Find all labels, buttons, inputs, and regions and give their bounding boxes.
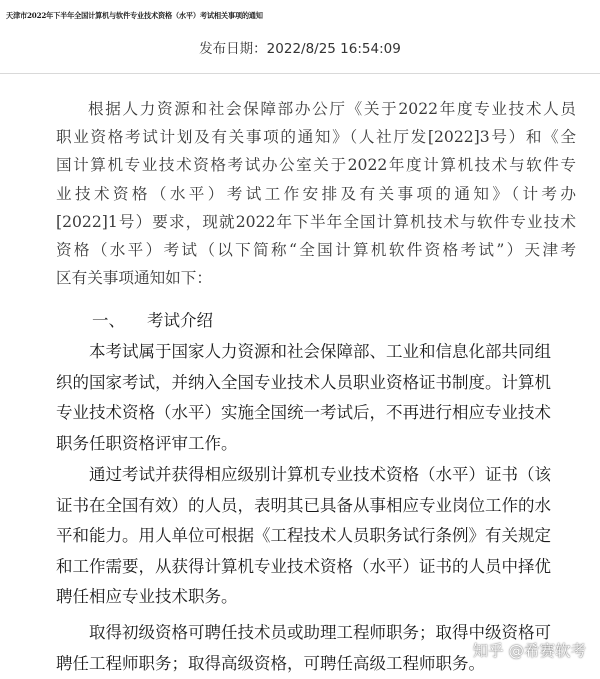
paragraph-line: 通过考试并获得相应级别计算机专业技术资格（水平）证书（该 [56, 460, 562, 491]
intro-line: 区有关事项通知如下： [56, 264, 576, 292]
intro-line: [2022]1号）要求，现就2022年下半年全国计算机技术与软件专业技术 [56, 208, 576, 236]
paragraph-line: 聘任相应专业技术职务。 [56, 582, 562, 613]
paragraph-line: 本考试属于国家人力资源和社会保障部、工业和信息化部共同组 [56, 337, 562, 368]
intro-line: 国计算机专业技术资格考试办公室关于2022年度计算机技术与软件专 [56, 151, 576, 179]
paragraph-line: 织的国家考试，并纳入全国专业技术人员职业资格证书制度。计算机 [56, 368, 562, 399]
publish-date-label: 发布日期： [199, 41, 267, 57]
paragraph-line: 取得初级资格可聘任技术员或助理工程师职务；取得中级资格可 [56, 618, 562, 649]
intro-line: 根据人力资源和社会保障部办公厅《关于2022年度专业技术人员 [56, 95, 576, 123]
paragraph-line: 和工作需要，从获得计算机专业技术资格（水平）证书的人员中择优 [56, 552, 562, 583]
paragraph-line: 职务任职资格评审工作。 [56, 429, 562, 460]
section-number: 一、 [92, 311, 125, 330]
paragraph-line: 平和能力。用人单位可根据《工程技术人员职务试行条例》有关规定 [56, 521, 562, 552]
intro-line: 资格（水平）考试（以下简称“全国计算机软件资格考试”）天津考 [56, 236, 576, 264]
article-title: 天津市2022年下半年全国计算机与软件专业技术资格（水平）考试相关事项的通知 [6, 6, 600, 26]
title-divider [0, 73, 600, 74]
paragraph-exam-nature [56, 337, 562, 459]
section-heading-text: 考试介绍 [147, 311, 213, 330]
paragraph-certificate [56, 460, 562, 613]
intro-line: 职业资格考试计划及有关事项的通知》（人社厅发[2022]3号）和《全 [56, 123, 576, 151]
paragraph-line: 聘任工程师职务；取得高级资格，可聘任高级工程师职务。 [56, 649, 562, 679]
intro-paragraph [56, 95, 576, 292]
paragraph-line: 专业技术资格（水平）实施全国统一考试后，不再进行相应专业技术 [56, 398, 562, 429]
paragraph-line: 证书在全国有效）的人员，表明其已具备从事相应专业岗位工作的水 [56, 491, 562, 522]
intro-line: 业技术资格（水平）考试工作安排及有关事项的通知》（计考办 [56, 180, 576, 208]
section-heading-exam-intro [92, 309, 213, 333]
zhihu-watermark: 知乎 @希赛软考 [473, 640, 586, 662]
publish-date [0, 40, 600, 58]
publish-date-value: 2022/8/25 16:54:09 [267, 41, 401, 57]
